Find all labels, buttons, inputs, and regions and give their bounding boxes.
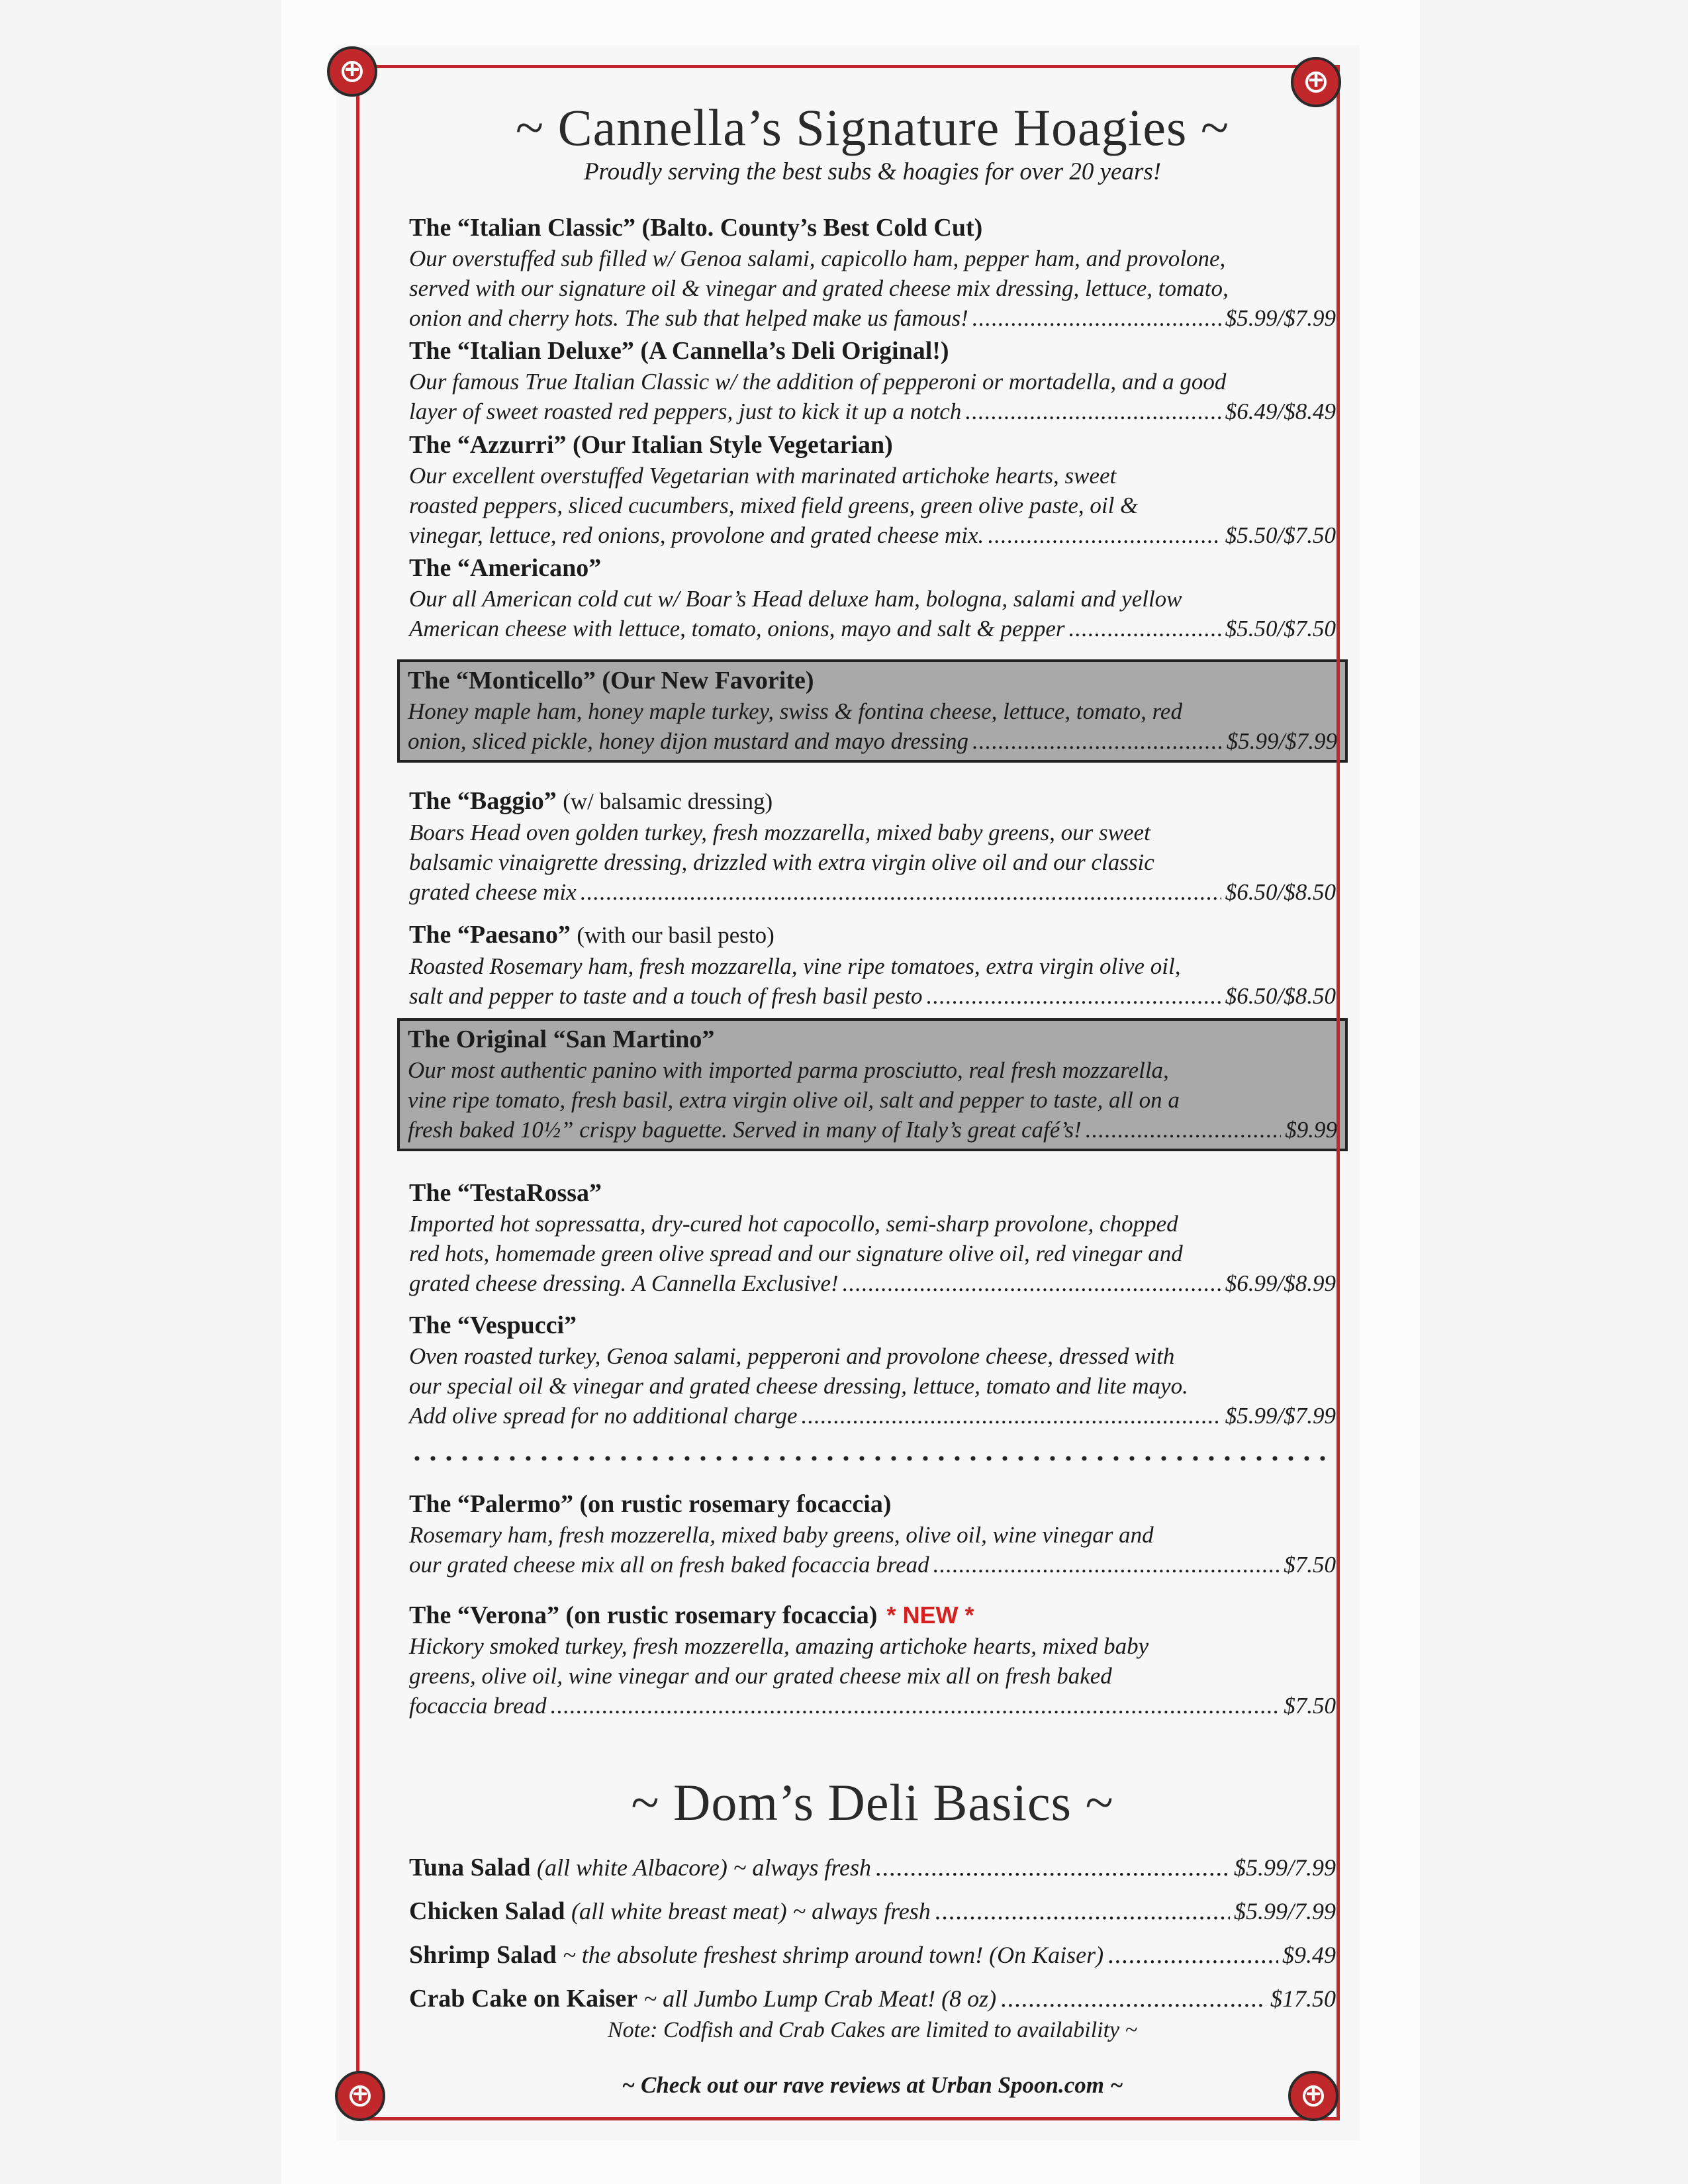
dot-leader [1000,1982,1266,2015]
item-desc-line: Imported hot sopressatta, dry-cured hot capocollo, semi-sharp provolone, chopped [409,1211,1178,1237]
basics-item-price: $5.99/7.99 [1233,1854,1336,1881]
item-note: (with our basil pesto) [577,922,774,948]
basics-item-name: Tuna Salad [409,1854,531,1881]
item-price-line [409,520,1336,550]
item-name: The Original “San Martino” [408,1025,715,1053]
item-price: $7.50 [1284,1552,1336,1578]
item-name-line [409,785,1336,818]
item-desc-line: Hickory smoked turkey, fresh mozzerella, amazing artichoke hearts, mixed baby [409,1633,1149,1659]
item-desc-line: Roasted Rosemary ham, fresh mozzarella, vine ripe tomatoes, extra virgin olive oil, [409,953,1181,979]
dot-leader [843,1268,1221,1298]
basics-item-name: Crab Cake on Kaiser [409,1985,638,2013]
dot-leader [926,981,1221,1011]
dot-leader [802,1401,1221,1431]
basics-item-price: $17.50 [1270,1985,1336,2012]
menu-item [409,335,1336,426]
basics-item [409,1938,1336,1971]
item-price-line [409,1550,1336,1580]
basics-title: ~ Dom’s Deli Basics ~ [631,1774,1114,1831]
basics-item-name: Shrimp Salad [409,1941,557,1969]
item-price: $9.99 [1285,1117,1337,1143]
item-desc-last: onion, sliced pickle, honey dijon mustard and mayo dressing [408,728,969,754]
item-name: The “Paesano” [409,921,571,949]
item-price-line [409,614,1336,643]
item-price-line [409,1401,1336,1431]
menu-item [409,552,1336,643]
item-name: The “Monticello” (Our New Favorite) [408,667,814,694]
menu-item [409,429,1336,550]
item-desc-last: grated cheese mix [409,879,577,905]
item-desc-line: Our overstuffed sub filled w/ Genoa salami, capicollo ham, pepper ham, and provolone, [409,246,1226,271]
item-name-line [409,1599,1336,1631]
menu-item [409,1599,1336,1721]
item-desc-last: our grated cheese mix all on fresh baked focaccia bread [409,1552,929,1578]
basics-item [409,1982,1336,2015]
item-desc-line: roasted peppers, sliced cucumbers, mixed field greens, green olive paste, oil & [409,493,1139,518]
basics-item-desc: (all white breast meat) ~ always fresh [571,1898,931,1924]
menu-item [409,212,1336,333]
item-desc-last: grated cheese dressing. A Cannella Exclusive! [409,1270,839,1296]
dot-leader [988,520,1221,550]
corner-gear-icon [1291,57,1341,107]
basics-item [409,1895,1336,1928]
hoagies-subtitle: Proudly serving the best subs & hoagies for over 20 years! [583,158,1162,185]
dot-leader [1086,1115,1282,1145]
hoagies-title: ~ Cannella’s Signature Hoagies ~ [515,99,1230,156]
item-price: $5.99/$7.99 [1226,728,1337,754]
dotted-separator [409,1455,1336,1462]
item-price-line [408,1115,1337,1145]
item-price: $5.50/$7.50 [1225,616,1336,641]
dot-leader [933,1550,1280,1580]
item-name: The “Baggio” [409,787,557,815]
item-desc-line: Our all American cold cut w/ Boar’s Head deluxe ham, bologna, salami and yellow [409,586,1182,612]
corner-gear-icon [1288,2071,1338,2121]
item-name: The “Palermo” (on rustic rosemary focaccia) [409,1490,892,1518]
basics-item-price: $5.99/7.99 [1233,1898,1336,1924]
item-desc-line: Boars Head oven golden turkey, fresh mozzarella, mixed baby greens, our sweet [409,820,1150,845]
menu-item [409,1177,1336,1298]
item-desc-line: served with our signature oil & vinegar and grated cheese mix dressing, lettuce, tomato, [409,275,1229,301]
item-desc-last: Add olive spread for no additional charge [409,1403,798,1429]
item-desc-line: red hots, homemade green olive spread and our signature olive oil, red vinegar and [409,1241,1183,1266]
basics-item-desc: ~ all Jumbo Lump Crab Meat! (8 oz) [643,1985,997,2012]
basics-item-desc: ~ the absolute freshest shrimp around town! (On Kaiser) [563,1942,1104,1968]
menu-item [409,1309,1336,1431]
dot-leader [1069,614,1221,643]
item-price-line [408,726,1337,756]
item-price-line [409,397,1336,426]
item-price: $5.99/$7.99 [1225,1403,1336,1429]
dot-leader [965,397,1221,426]
item-price: $6.50/$8.50 [1225,879,1336,905]
item-desc-line: greens, olive oil, wine vinegar and our grated cheese mix all on fresh baked [409,1663,1112,1689]
item-price: $6.50/$8.50 [1225,983,1336,1009]
item-desc-last: salt and pepper to taste and a touch of fresh basil pesto [409,983,923,1009]
item-desc-line: Oven roasted turkey, Genoa salami, pepperoni and provolone cheese, dressed with [409,1343,1175,1369]
item-price-line [409,877,1336,907]
menu-card [336,45,1360,2140]
featured-item [397,1018,1348,1151]
item-desc-last: onion and cherry hots. The sub that helped make us famous! [409,305,968,331]
item-name: The “Italian Classic” (Balto. County’s Best Cold Cut) [409,214,983,242]
featured-item [397,659,1348,763]
item-desc-line: Our most authentic panino with imported parma prosciutto, real fresh mozzarella, [408,1057,1169,1083]
basics-item-name: Chicken Salad [409,1897,565,1925]
item-price-line [409,981,1336,1011]
dot-leader [875,1851,1230,1884]
menu-item [409,919,1336,1011]
item-desc-line: vine ripe tomato, fresh basil, extra virgin olive oil, salt and pepper to taste, all on a [408,1087,1180,1113]
item-name: The “Verona” (on rustic rosemary focaccia) [409,1601,878,1629]
item-desc-line: our special oil & vinegar and grated cheese dressing, lettuce, tomato and lite mayo. [409,1373,1188,1399]
item-desc-last: fresh baked 10½” crispy baguette. Served in many of Italy’s great café’s! [408,1117,1082,1143]
new-badge: * NEW * [886,1601,974,1629]
item-desc-line: Honey maple ham, honey maple turkey, swiss & fontina cheese, lettuce, tomato, red [408,698,1182,724]
dot-leader [972,726,1223,756]
item-price: $5.99/$7.99 [1225,305,1336,331]
menu-item [409,785,1336,907]
availability-note: Note: Codfish and Crab Cakes are limited to availability ~ [607,2018,1138,2042]
menu-item [409,1488,1336,1580]
reviews-footer: ~ Check out our rave reviews at Urban Spoon.com ~ [622,2072,1123,2098]
item-desc-last: American cheese with lettuce, tomato, onions, mayo and salt & pepper [409,616,1065,641]
item-name: The “Azzurri” (Our Italian Style Vegetarian) [409,431,893,459]
dot-leader [935,1895,1230,1928]
basics-item-desc: (all white Albacore) ~ always fresh [536,1854,872,1881]
item-desc-line: Our excellent overstuffed Vegetarian with marinated artichoke hearts, sweet [409,463,1117,489]
basics-item [409,1851,1336,1884]
dot-leader [1107,1938,1278,1971]
dot-leader [972,303,1221,333]
item-name: The “Vespucci” [409,1311,577,1339]
corner-gear-icon [327,46,377,97]
item-desc-line: balsamic vinaigrette dressing, drizzled with extra virgin olive oil and our classic [409,849,1154,875]
dot-leader [551,1691,1280,1721]
item-desc-last: focaccia bread [409,1693,547,1719]
item-desc-last: layer of sweet roasted red peppers, just to kick it up a notch [409,399,962,424]
item-name: The “Americano” [409,554,602,582]
item-name: The “TestaRossa” [409,1179,602,1207]
item-price-line [409,303,1336,333]
item-price-line [409,1691,1336,1721]
item-note: (w/ balsamic dressing) [563,788,773,814]
item-name: The “Italian Deluxe” (A Cannella’s Deli Original!) [409,337,949,365]
item-price: $7.50 [1284,1693,1336,1719]
item-price: $5.50/$7.50 [1225,522,1336,548]
item-name-line [409,919,1336,951]
item-price: $6.99/$8.99 [1225,1270,1336,1296]
corner-gear-icon [335,2071,385,2121]
item-desc-line: Rosemary ham, fresh mozzerella, mixed baby greens, olive oil, wine vinegar and [409,1522,1154,1548]
dot-leader [581,877,1221,907]
item-price: $6.49/$8.49 [1225,399,1336,424]
item-price-line [409,1268,1336,1298]
item-desc-last: vinegar, lettuce, red onions, provolone and grated cheese mix. [409,522,984,548]
basics-item-price: $9.49 [1282,1942,1336,1968]
item-desc-line: Our famous True Italian Classic w/ the addition of pepperoni or mortadella, and a good [409,369,1227,395]
